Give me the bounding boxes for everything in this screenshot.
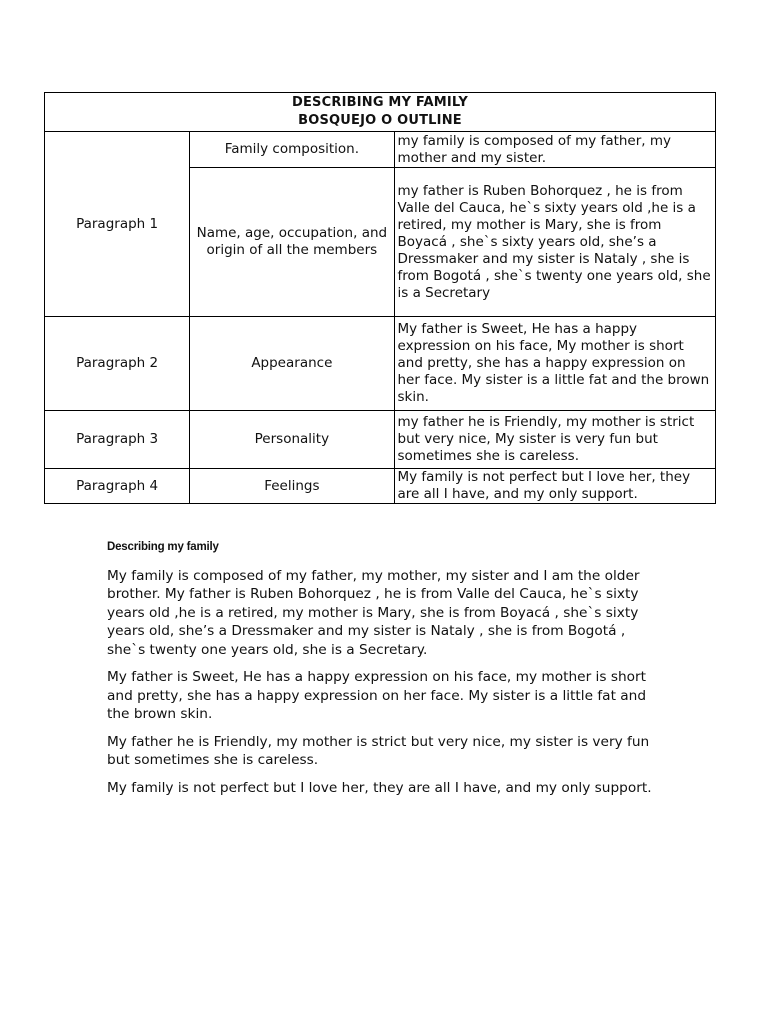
- paragraph-label-cell: Paragraph 1: [45, 132, 190, 317]
- essay-paragraph: My father is Sweet, He has a happy expression on his face, my mother is short and pretty, she has a happy expression on her face. My sister is a little fat and the brown skin.: [107, 669, 647, 722]
- topic-cell: Feelings: [190, 469, 394, 504]
- paragraph-label-cell: Paragraph 4: [45, 469, 190, 504]
- outline-title: [45, 93, 716, 132]
- paragraph-label-cell: Paragraph 2: [45, 317, 190, 411]
- content-cell: My family is not perfect but I love her, they are all I have, and my only support.: [394, 469, 716, 504]
- topic-cell: Appearance: [190, 317, 394, 411]
- essay-paragraph: My family is not perfect but I love her, they are all I have, and my only support.: [107, 779, 652, 796]
- topic-cell: Family composition.: [190, 132, 394, 168]
- essay-title: Describing my family: [107, 541, 219, 553]
- outline-title-line2: BOSQUEJO O OUTLINE: [298, 113, 462, 128]
- table-row: [45, 317, 716, 411]
- essay-paragraph: My father he is Friendly, my mother is strict but very nice, my sister is very fun but sometimes she is careless.: [107, 733, 650, 768]
- outline-header-row: [45, 93, 716, 132]
- essay-paragraph: My family is composed of my father, my mother, my sister and I am the older brother. My father is Ruben Bohorquez , he is from Valle del Cauca, he`s sixty years old ,he is a retired, my mother is Mary, she is from Boyacá , she`s sixty years old, she’s a Dressmaker and my sister is Nataly , she is from Bogotá , she`s twenty one years old, she is a Secretary.: [107, 567, 640, 658]
- table-row: [45, 469, 716, 504]
- topic-cell: Name, age, occupation, and origin of all the members: [190, 168, 394, 317]
- table-row: [45, 411, 716, 469]
- content-cell: my father is Ruben Bohorquez , he is from Valle del Cauca, he`s sixty years old ,he is a retired, my mother is Mary, she is from Boyacá , she`s sixty years old, she’s a Dressmaker and my sister is Nataly , she is from Bogotá , she`s twenty one years old, she is a Secretary: [394, 168, 716, 317]
- content-cell: my family is composed of my father, my mother and my sister.: [394, 132, 716, 168]
- paragraph-label-cell: Paragraph 3: [45, 411, 190, 469]
- topic-cell: Personality: [190, 411, 394, 469]
- outline-title-line1: DESCRIBING MY FAMILY: [291, 95, 468, 110]
- content-cell: my father he is Friendly, my mother is strict but very nice, My sister is very fun but sometimes she is careless.: [394, 411, 716, 469]
- content-cell: My father is Sweet, He has a happy expression on his face, My mother is short and pretty, she has a happy expression on her face. My sister is a little fat and the brown skin.: [394, 317, 716, 411]
- outline-table: [44, 92, 716, 504]
- essay-section: [107, 538, 667, 806]
- table-row: [45, 132, 716, 168]
